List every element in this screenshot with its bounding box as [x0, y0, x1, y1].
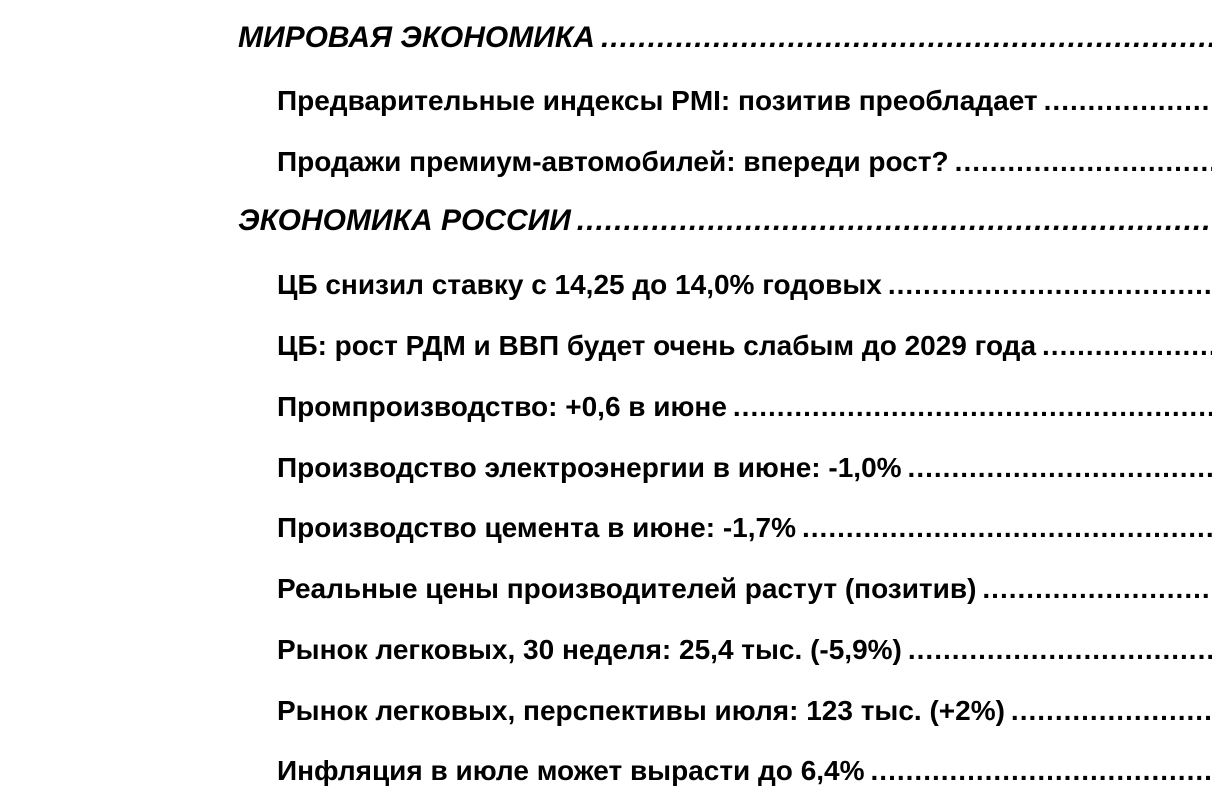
- toc-section-title: МИРОВАЯ ЭКОНОМИКА: [238, 21, 595, 54]
- toc-entry-title: Производство цемента в июне: -1,7%: [277, 512, 796, 543]
- toc-entry-title: ЦБ снизил ставку с 14,25 до 14,0% годовых: [277, 269, 882, 300]
- toc-leader-dots: [1042, 326, 1212, 366]
- toc-leader-dots: [802, 508, 1212, 548]
- toc-entry[interactable]: [277, 326, 1212, 366]
- toc-entry[interactable]: [277, 448, 1212, 488]
- toc-section-title: ЭКОНОМИКА РОССИИ: [238, 204, 571, 237]
- toc-entry[interactable]: [277, 630, 1212, 670]
- toc-entry-title: Рынок легковых, 30 неделя: 25,4 тыс. (-5,9%): [277, 634, 902, 665]
- toc-leader-dots: [982, 569, 1212, 609]
- toc-entry-title: Производство электроэнергии в июне: -1,0%: [277, 452, 902, 483]
- toc-section-world-economy[interactable]: [238, 18, 1212, 58]
- toc-entry[interactable]: [277, 751, 1212, 791]
- toc-leader-dots: [733, 387, 1212, 427]
- toc-leader-dots: [1011, 691, 1212, 731]
- toc-entry-title: Реальные цены производителей растут (позитив): [277, 573, 977, 604]
- toc-leader-dots: [955, 142, 1212, 182]
- toc-entry-title: Инфляция в июле может вырасти до 6,4%: [277, 755, 865, 786]
- toc-leader-dots: [908, 448, 1212, 488]
- toc-entry-title: Промпроизводство: +0,6 в июне: [277, 391, 727, 422]
- toc-entry[interactable]: [277, 508, 1212, 548]
- toc-leader-dots: [908, 630, 1212, 670]
- toc-leader-dots: [888, 265, 1212, 305]
- toc-entry[interactable]: [277, 265, 1212, 305]
- toc-entry[interactable]: [277, 691, 1212, 731]
- toc-entry[interactable]: [277, 142, 1212, 182]
- toc-section-russia-economy[interactable]: [238, 201, 1212, 241]
- toc-leader-dots: [577, 201, 1212, 241]
- toc-entry[interactable]: [277, 81, 1212, 121]
- toc-leader-dots: [1044, 81, 1212, 121]
- toc-entry-title: Продажи премиум-автомобилей: впереди рост?: [277, 146, 949, 177]
- toc-entry[interactable]: [277, 569, 1212, 609]
- toc-leader-dots: [601, 18, 1212, 58]
- toc-leader-dots: [871, 751, 1212, 791]
- toc-entry[interactable]: [277, 387, 1212, 427]
- toc-entry-title: ЦБ: рост РДМ и ВВП будет очень слабым до 2029 года: [277, 330, 1037, 361]
- toc-entry-title: Предварительные индексы PMI: позитив преобладает: [277, 85, 1038, 116]
- toc-entry-title: Рынок легковых, перспективы июля: 123 тыс. (+2%): [277, 695, 1005, 726]
